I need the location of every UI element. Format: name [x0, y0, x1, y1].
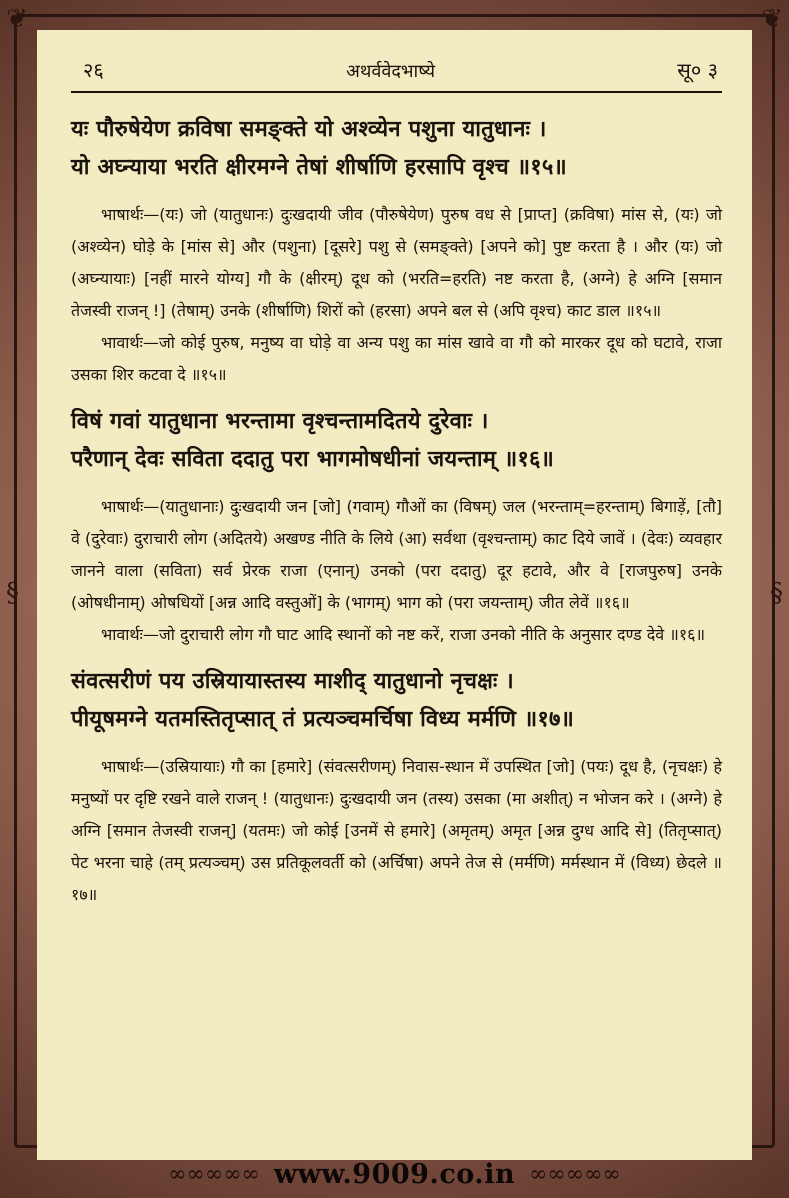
- verse-17-line-1: संवत्सरीणं पय उस्रियायास्तस्य माशीद् यातुधानो नृचक्षः ।: [71, 669, 514, 694]
- book-page: [37, 30, 752, 1160]
- page-number: २६: [83, 58, 104, 82]
- page-header: [71, 56, 722, 91]
- verse-16-line-2: परैणान् देवः सविता ददातु परा भागमोषधीनां जयन्ताम् ॥१६॥: [71, 447, 555, 472]
- verse-16-summary: भावार्थः—जो दुराचारी लोग गौ घाट आदि स्थानों को नष्ट करें, राजा उनको नीति के अनुसार दण्ड देवे ॥१६॥: [101, 625, 706, 644]
- page-footer: [0, 1156, 789, 1192]
- verse-17-line-2: पीयूषमग्ने यतमस्तितृप्सात् तं प्रत्यञ्चमर्चिषा विध्य मर्मणि ॥१७॥: [71, 707, 575, 732]
- verse-15-meaning: भाषार्थः—(यः) जो (यातुधानः) दुःखदायी जीव (पौरुषेयेण) पुरुष वध से [प्राप्त] (क्रविषा) मांस से, (यः) जो (अश्व्येन) घोड़े के [मांस से] और (पशुना) [दूसरे] पशु से (समङ्क्ते) [अपने को] पुष्ट करता है । और (यः) जो (अघ्न्यायाः) [नहीं मारने योग्य] गौ के (क्षीरम्) दूध को (भरति=हरति) नष्ट करता है, (अग्ने) हे अग्नि [समान तेजस्वी राजन् !] (तेषाम्) उनके (शीर्षाणि) शिरों को (हरसा) अपने बल से (अपि वृश्च) काट डाल ॥१५॥: [71, 205, 722, 320]
- sukta-number: सू० ३: [677, 58, 718, 82]
- verse-16-line-1: विषं गवां यातुधाना भरन्तामा वृश्चन्तामदितये दुरेवाः ।: [71, 409, 489, 434]
- verse-17-meaning: भाषार्थः—(उस्रियायाः) गौ का [हमारे] (संवत्सरीणम्) निवास-स्थान में उपस्थित [जो] (पयः) दूध है, (नृचक्षः) हे मनुष्यों पर दृष्टि रखने वाले राजन् ! (यातुधानः) दुःखदायी जन (तस्य) उसका (मा अशीत्) न भोजन करे । (अग्ने) हे अग्नि [समान तेजस्वी राजन्] (यतमः) जो कोई [उनमें से हमारे] (अमृतम्) अमृत [अन्न दुग्ध आदि से] (तितृप्सात्) पेट भरना चाहे (तम् प्रत्यञ्चम्) उस प्रतिकूलवर्ती को (अर्चिषा) अपने तेज से (मर्मणि) मर्मस्थान में (विध्य) छेदले ॥१७॥: [71, 757, 722, 904]
- footer-ornament-icon: ∞∞∞∞∞: [529, 1161, 621, 1187]
- footer-ornament-icon: ∞∞∞∞∞: [168, 1161, 260, 1187]
- verse-15-line-1: यः पौरुषेयेण क्रविषा समङ्क्ते यो अश्व्येन पशुना यातुधानः ।: [71, 117, 547, 142]
- footer-url: www.9009.co.in: [273, 1158, 516, 1190]
- verse-15-summary: भावार्थः—जो कोई पुरुष, मनुष्य वा घोड़े वा अन्य पशु का मांस खावे वा गौ को मारकर दूध को घटावे, राजा उसका शिर कटवा दे ॥१५॥: [71, 333, 722, 384]
- verse-16-meaning: भाषार्थः—(यातुधानाः) दुःखदायी जन [जो] (गवाम्) गौओं का (विषम्) जल (भरन्ताम्=हरन्ताम्) बिगाड़ें, [तौ] वे (दुरेवाः) दुराचारी लोग (अदितये) अखण्ड नीति के लिये (आ) सर्वथा (वृश्चन्ताम्) काट दिये जावें । (देवः) व्यवहार जानने वाला (सविता) सर्व प्रेरक राजा (एनान्) उनको (परा ददातु) दूर हटावे, और वे [राजपुरुष] उनके (ओषधीनाम्) ओषधियों [अन्न आदि वस्तुओं] के (भागम्) भाग को (परा जयन्ताम्) जीत लेवें ॥१६॥: [71, 497, 722, 612]
- corner-flourish-icon: ❦: [6, 4, 28, 34]
- verse-15-line-2: यो अघ्न्याया भरति क्षीरमग्ने तेषां शीर्षाणि हरसापि वृश्च ॥१५॥: [71, 155, 567, 180]
- corner-flourish-icon: ❦: [761, 4, 783, 34]
- book-title: अथर्ववेदभाष्ये: [346, 61, 436, 82]
- side-flourish-icon: §: [6, 578, 19, 608]
- side-flourish-icon: §: [770, 578, 783, 608]
- header-rule: [71, 91, 722, 93]
